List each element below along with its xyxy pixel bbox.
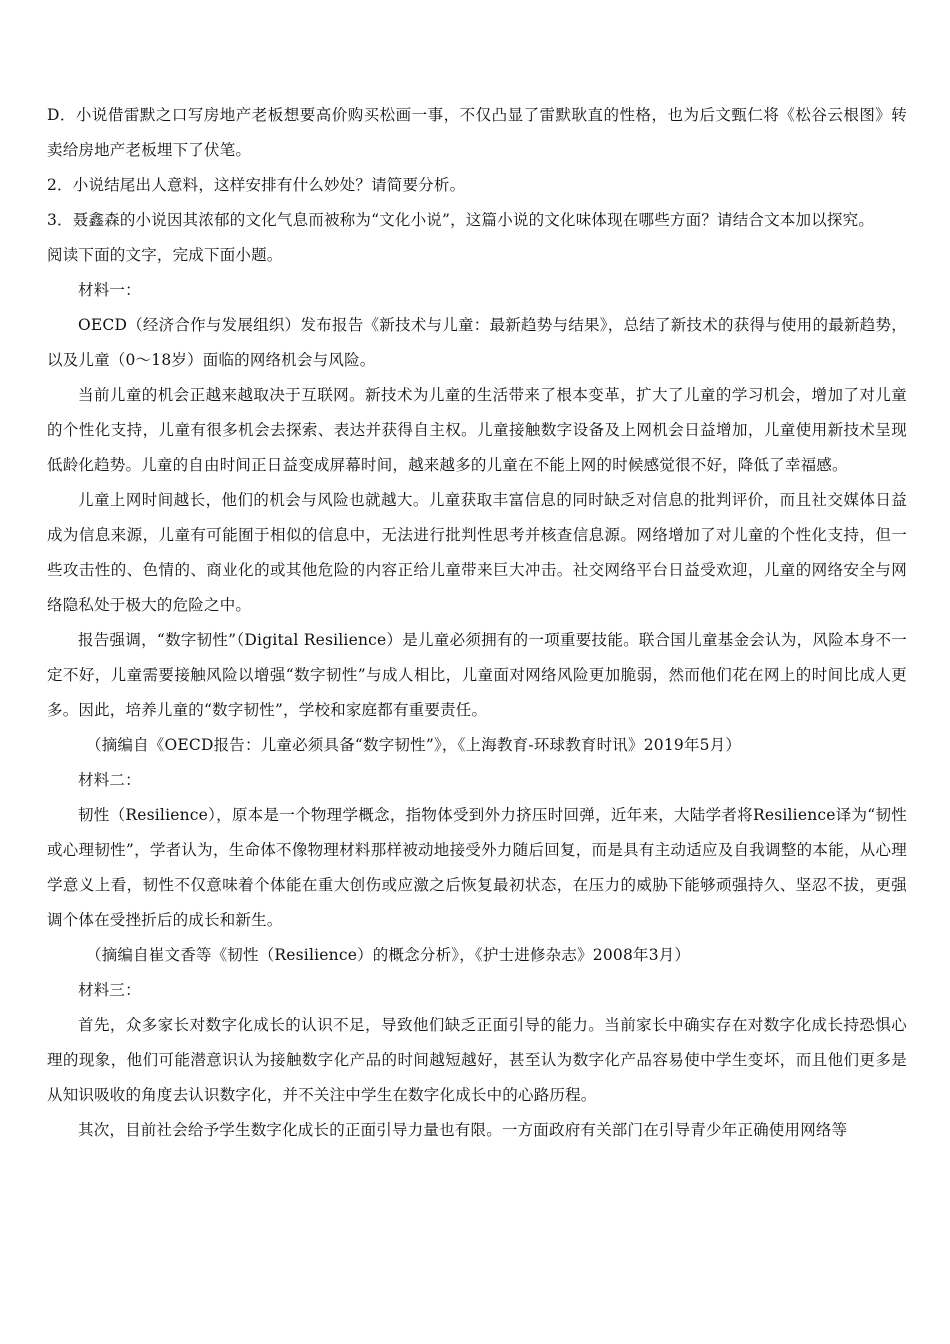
- material-3-label: 材料三：: [78, 981, 141, 999]
- document-page: [47, 98, 907, 1148]
- material-1-paragraph-3: 儿童上网时间越长，他们的机会与风险也就越大。儿童获取丰富信息的同时缺乏对信息的批判评价，而且社交媒体日益成为信息来源，儿童有可能囿于相似的信息中，无法进行批判性思考并核查信息源。网络增加了对儿童的个性化支持，但一些攻击性的、色情的、商业化的或其他危险的内容正给儿童带来巨大冲击。社交网络平台日益受欢迎，儿童的网络安全与网络隐私处于极大的危险之中。: [47, 491, 907, 614]
- material-1-paragraph-2: 当前儿童的机会正越来越取决于互联网。新技术为儿童的生活带来了根本变革，扩大了儿童的学习机会，增加了对儿童的个性化支持，儿童有很多机会去探索、表达并获得自主权。儿童接触数字设备及上网机会日益增加，儿童使用新技术呈现低龄化趋势。儿童的自由时间正日益变成屏幕时间，越来越多的儿童在不能上网的时候感觉很不好，降低了幸福感。: [47, 386, 907, 474]
- option-d-paragraph: D．小说借雷默之口写房地产老板想要高价购买松画一事，不仅凸显了雷默耿直的性格，也为后文甄仁将《松谷云根图》转卖给房地产老板埋下了伏笔。: [47, 106, 907, 159]
- material-1-source: （摘编自《OECD报告：儿童必须具备“数字韧性”》，《上海教育-环球教育时讯》2019年5月）: [86, 736, 742, 754]
- material-3-paragraph-1: 首先，众多家长对数字化成长的认识不足，导致他们缺乏正面引导的能力。当前家长中确实存在对数字化成长持恐惧心理的现象，他们可能潜意识认为接触数字化产品的时间越短越好，甚至认为数字化产品容易使中学生变坏，而且他们更多是从知识吸收的角度去认识数字化，并不关注中学生在数字化成长中的心路历程。: [47, 1016, 907, 1104]
- question-3: 3．聂鑫森的小说因其浓郁的文化气息而被称为“文化小说”，这篇小说的文化味体现在哪些方面？请结合文本加以探究。: [47, 211, 875, 229]
- material-1-paragraph-1: OECD（经济合作与发展组织）发布报告《新技术与儿童：最新趋势与结果》，总结了新技术的获得与使用的最新趋势，以及儿童（0～18岁）面临的网络机会与风险。: [47, 316, 907, 369]
- material-2-paragraph: 韧性（Resilience），原本是一个物理学概念，指物体受到外力挤压时回弹，近年来，大陆学者将Resilience译为“韧性或心理韧性”，学者认为，生命体不像物理材料那样被动地接受外力随后回复，而是具有主动适应及自我调整的本能，从心理学意义上看，韧性不仅意味着个体能在重大创伤或应激之后恢复最初状态，在压力的威胁下能够顽强持久、坚忍不拔，更强调个体在受挫折后的成长和新生。: [47, 806, 907, 929]
- material-1-paragraph-4: 报告强调，“数字韧性”（Digital Resilience）是儿童必须拥有的一项重要技能。联合国儿童基金会认为，风险本身不一定不好，儿童需要接触风险以增强“数字韧性”与成人相比，儿童面对网络风险更加脆弱，然而他们花在网上的时间比成人更多。因此，培养儿童的“数字韧性”，学校和家庭都有重要责任。: [47, 631, 907, 719]
- material-1-label: 材料一：: [78, 281, 141, 299]
- question-2: 2．小说结尾出人意料，这样安排有什么妙处？请简要分析。: [47, 176, 466, 194]
- material-3-paragraph-2: 其次，目前社会给予学生数字化成长的正面引导力量也有限。一方面政府有关部门在引导青少年正确使用网络等: [78, 1121, 848, 1139]
- reading-instruction: 阅读下面的文字，完成下面小题。: [47, 246, 283, 264]
- material-2-source: （摘编自崔文香等《韧性（Resilience）的概念分析》，《护士进修杂志》2008年3月）: [86, 946, 691, 964]
- material-2-label: 材料二：: [78, 771, 141, 789]
